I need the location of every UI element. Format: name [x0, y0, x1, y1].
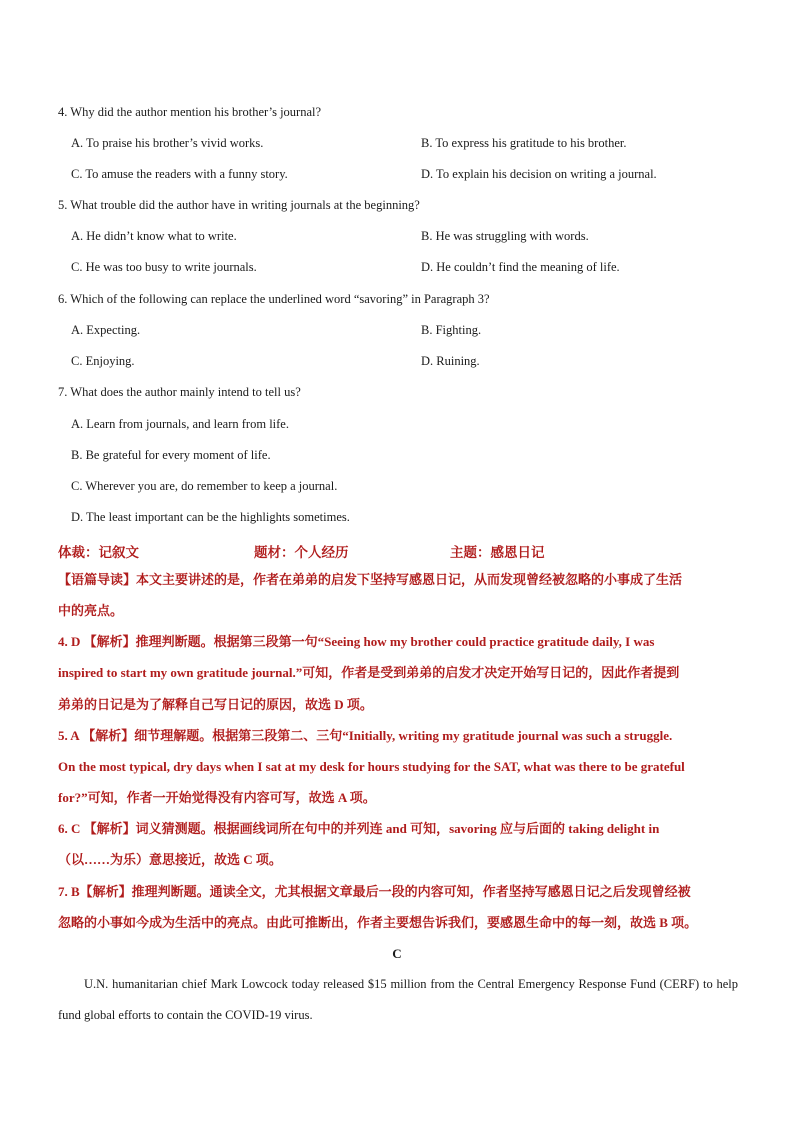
section-heading: C — [392, 946, 402, 961]
question-6-option-c: C. Enjoying. — [71, 354, 135, 368]
question-6-stem: 6. Which of the following can replace the underlined word “savoring” in Paragraph 3? — [58, 292, 490, 306]
question-4-option-c: C. To amuse the readers with a funny story. — [71, 167, 288, 181]
question-6-option-b: B. Fighting. — [421, 323, 482, 337]
answer-7-line-2: 忽略的小事如今成为生活中的亮点。由此可推断出，作者主要想告诉我们，要感恩生命中的每一刻，故选 B 项。 — [58, 915, 698, 930]
question-6-option-a: A. Expecting. — [71, 323, 141, 337]
passage-intro-line-2: 中的亮点。 — [58, 603, 124, 618]
question-4-option-d: D. To explain his decision on writing a journal. — [421, 167, 657, 181]
question-5-option-b: B. He was struggling with words. — [421, 229, 589, 243]
question-5-stem: 5. What trouble did the author have in writing journals at the beginning? — [58, 198, 420, 212]
answer-5-line-3: for?”可知，作者一开始觉得没有内容可写，故选 A 项。 — [58, 790, 376, 805]
question-4-stem: 4. Why did the author mention his brother’s journal? — [58, 105, 322, 119]
topic-label: 题材：个人经历 — [254, 545, 349, 560]
answer-7-line-1: 7. B【解析】推理判断题。通读全文，尤其根据文章最后一段的内容可知，作者坚持写感恩日记之后发现曾经被 — [58, 884, 691, 899]
answer-6-line-1: 6. C 【解析】词义猜测题。根据画线词所在句中的并列连 and 可知，savoring 应与后面的 taking delight in — [58, 821, 660, 836]
question-7-option-c: C. Wherever you are, do remember to keep a journal. — [71, 479, 338, 493]
answer-6-line-2: （以……为乐）意思接近，故选 C 项。 — [58, 852, 282, 867]
question-7-option-b: B. Be grateful for every moment of life. — [71, 448, 271, 462]
question-5-option-d: D. He couldn’t find the meaning of life. — [421, 260, 620, 274]
question-7-stem: 7. What does the author mainly intend to tell us? — [58, 385, 301, 399]
passage-intro-line-1: 【语篇导读】本文主要讲述的是，作者在弟弟的启发下坚持写感恩日记，从而发现曾经被忽略的小事成了生活 — [58, 572, 683, 587]
question-4-option-b: B. To express his gratitude to his brother. — [421, 136, 627, 150]
answer-4-line-1: 4. D 【解析】推理判断题。根据第三段第一句“Seeing how my brother could practice gratitude daily, I was — [58, 634, 655, 649]
question-7-option-d: D. The least important can be the highlights sometimes. — [71, 510, 350, 524]
answer-5-line-2: On the most typical, dry days when I sat at my desk for hours studying for the SAT, what was there to be grateful — [58, 759, 685, 774]
answer-4-line-2: inspired to start my own gratitude journal.”可知，作者是受到弟弟的启发才决定开始写日记的，因此作者提到 — [58, 665, 680, 680]
theme-label: 主题：感恩日记 — [450, 545, 545, 560]
genre-label: 体裁：记叙文 — [58, 545, 139, 560]
question-5-option-c: C. He was too busy to write journals. — [71, 260, 257, 274]
question-7-option-a: A. Learn from journals, and learn from life. — [71, 417, 289, 431]
question-4-option-a: A. To praise his brother’s vivid works. — [71, 136, 264, 150]
answer-5-line-1: 5. A 【解析】细节理解题。根据第三段第二、三句“Initially, writing my gratitude journal was such a struggle. — [58, 728, 673, 743]
section-c-paragraph — [58, 969, 738, 1031]
section-c-paragraph-text: U.N. humanitarian chief Mark Lowcock today released $15 million from the Central Emergency Response Fund (CERF) to help fund global efforts to contain the COVID-19 virus. — [58, 977, 738, 1022]
answer-4-line-3: 弟弟的日记是为了解释自己写日记的原因，故选 D 项。 — [58, 697, 373, 712]
question-5-option-a: A. He didn’t know what to write. — [71, 229, 237, 243]
question-6-option-d: D. Ruining. — [421, 354, 480, 368]
